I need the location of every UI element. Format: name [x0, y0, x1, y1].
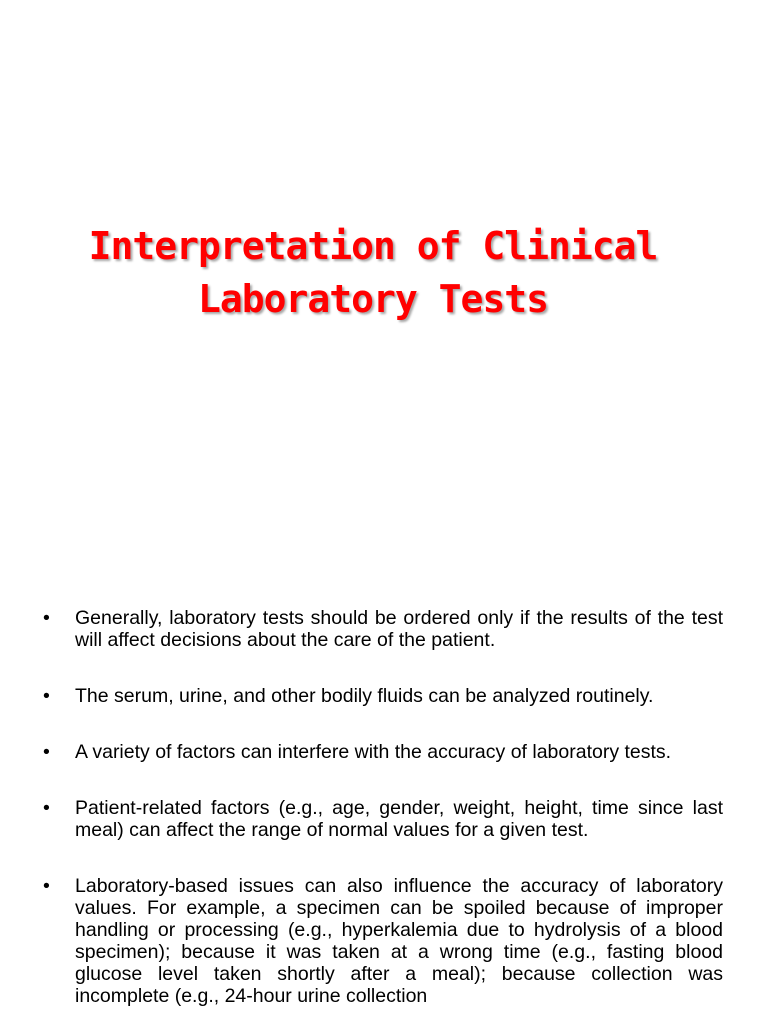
title-line-2: Laboratory Tests	[197, 277, 549, 322]
title-line-1: Interpretation of Clinical	[88, 224, 658, 268]
bullet-text: The serum, urine, and other bodily fluids can be analyzed routinely.	[75, 685, 654, 707]
bullet-text: Laboratory-based issues can also influence the accuracy of laboratory values. For example, a specimen can be spoiled because of improper handling or processing (e.g., hyperkalemia due to hydrolysis of a blood specimen); because it was taken at a wrong time (e.g., fasting blood glucose level taken shortly after a meal); because collection was incomplete (e.g., 24-hour urine collection	[75, 875, 723, 1007]
bullet-marker: •	[43, 741, 50, 763]
bullet-text: Generally, laboratory tests should be ordered only if the results of the test will affect decisions about the care of the patient.	[75, 607, 723, 651]
bullet-marker: •	[43, 607, 50, 629]
bullet-list	[43, 607, 723, 1024]
bullet-text: A variety of factors can interfere with the accuracy of laboratory tests.	[75, 741, 672, 763]
bullet-text: Patient-related factors (e.g., age, gender, weight, height, time since last meal) can affect the range of normal values for a given test.	[75, 797, 723, 841]
bullet-item	[43, 685, 723, 707]
bullet-marker: •	[43, 685, 50, 707]
bullet-item	[43, 797, 723, 841]
bullet-item	[43, 875, 723, 1007]
page-title	[0, 220, 746, 326]
bullet-item	[43, 741, 723, 763]
bullet-marker: •	[43, 797, 50, 819]
bullet-item	[43, 607, 723, 651]
bullet-marker: •	[43, 875, 50, 897]
